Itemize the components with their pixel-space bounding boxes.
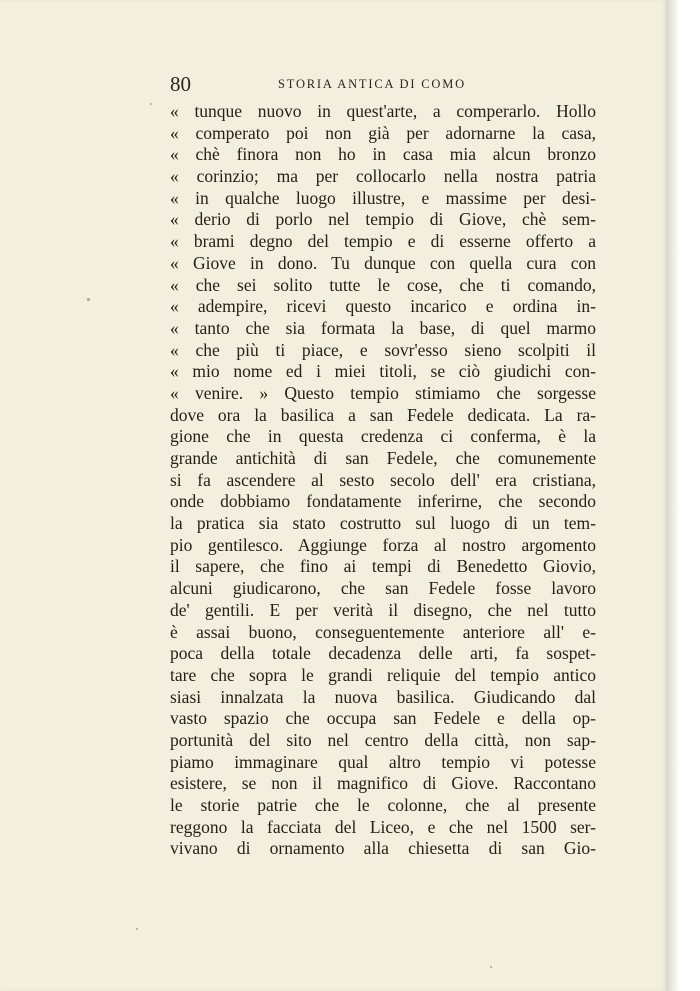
text-line: la pratica sia stato costrutto sul luogo di un tem- <box>170 513 596 534</box>
text-line: tare che sopra le grandi reliquie del tempio antico <box>170 664 596 685</box>
page-header <box>170 72 600 96</box>
text-line: si fa ascendere al sesto secolo dell' era cristiana, <box>170 469 596 490</box>
text-line: « comperato poi non già per adornarne la casa, <box>170 122 596 143</box>
page-edge <box>666 0 700 991</box>
text-line: esistere, se non il magnifico di Giove. Raccontano <box>170 773 596 794</box>
text-line: « tanto che sia formata la base, di quel marmo <box>170 317 596 338</box>
text-line: poca della totale decadenza delle arti, fa sospet- <box>170 643 596 664</box>
text-line: « che più ti piace, e sovr'esso sieno scolpiti il <box>170 339 596 360</box>
text-line: « chè finora non ho in casa mia alcun bronzo <box>170 144 596 165</box>
page-number: 80 <box>170 72 191 96</box>
text-line: portunità del sito nel centro della città, non sap- <box>170 729 596 750</box>
text-line: « corinzio; ma per collocarlo nella nostra patria <box>170 166 596 187</box>
text-line: « derio di porlo nel tempio di Giove, chè sem- <box>170 209 596 230</box>
text-line: « Giove in dono. Tu dunque con quella cura con <box>170 252 596 273</box>
paper-speck <box>87 298 90 301</box>
text-line: reggono la facciata del Liceo, e che nel 1500 ser- <box>170 816 596 837</box>
text-line: pio gentilesco. Aggiunge forza al nostro argomento <box>170 534 596 555</box>
text-line: è assai buono, conseguentemente anteriore all' e- <box>170 621 596 642</box>
text-line: alcuni giudicarono, che san Fedele fosse lavoro <box>170 578 596 599</box>
text-line: de' gentili. E per verità il disegno, che nel tutto <box>170 599 596 620</box>
text-line: « in qualche luogo illustre, e massime per desi- <box>170 187 596 208</box>
text-line: grande antichità di san Fedele, che comunemente <box>170 448 596 468</box>
text-line: vasto spazio che occupa san Fedele e della op- <box>170 708 596 729</box>
text-line: « che sei solito tutte le cose, che ti comando, <box>170 274 596 295</box>
text-line: il sapere, che fino ai tempi di Benedetto Giovio, <box>170 556 596 577</box>
text-line: piamo immaginare qual altro tempio vi potesse <box>170 751 596 772</box>
running-title: STORIA ANTICA DI COMO <box>278 77 466 91</box>
text-line: « brami degno del tempio e di esserne offerto a <box>170 231 596 252</box>
text-line: le storie patrie che le colonne, che al presente <box>170 795 596 815</box>
text-line: onde dobbiamo fondatamente inferirne, che secondo <box>170 491 596 512</box>
body-text <box>170 101 596 860</box>
paper-speck <box>490 966 492 968</box>
text-line: « mio nome ed i miei titoli, se ciò giudichi con- <box>170 361 596 382</box>
text-line: « tunque nuovo in quest'arte, a comperarlo. Hollo <box>170 101 596 121</box>
text-line: « adempire, ricevi questo incarico e ordina in- <box>170 296 596 317</box>
paper-speck <box>136 928 138 930</box>
text-line: « venire. » Questo tempio stimiamo che sorgesse <box>170 382 596 403</box>
text-line: dove ora la basilica a san Fedele dedicata. La ra- <box>170 404 596 425</box>
text-line: gione che in questa credenza ci conferma, è la <box>170 426 596 447</box>
text-line: siasi innalzata la nuova basilica. Giudicando dal <box>170 686 596 707</box>
text-line: vivano di ornamento alla chiesetta di san Gio- <box>170 838 596 859</box>
paper-speck <box>150 103 152 105</box>
